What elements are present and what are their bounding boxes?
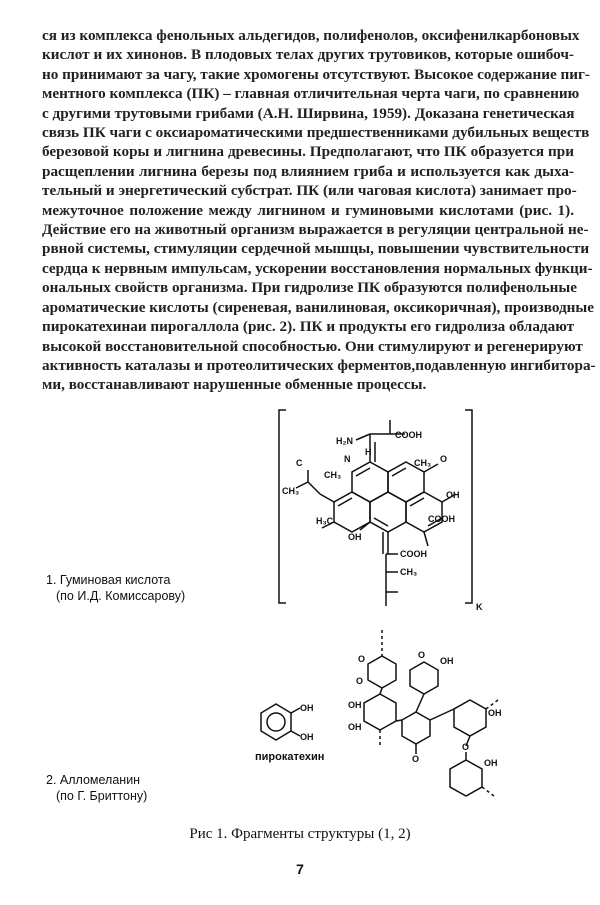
ring bbox=[364, 694, 396, 730]
text-line: сердца к нервным импульсам, ускорении восстановления нормальных функци- bbox=[42, 259, 593, 277]
text-line: тельный и энергетический субстрат. ПК (или чаговая кислота) занимает про- bbox=[42, 182, 577, 200]
figure1-label-title: 1. Гуминовая кислота bbox=[46, 573, 171, 587]
page-number: 7 bbox=[296, 861, 304, 877]
figure2-label-title: 2. Алломеланин bbox=[46, 773, 141, 787]
atom-label: OH bbox=[348, 700, 362, 710]
atom-label: COOH bbox=[395, 430, 422, 440]
atom-label: O bbox=[440, 454, 448, 464]
atom-label: CH₃ bbox=[282, 486, 300, 496]
text-line: ароматические кислоты (сиреневая, ванилиновая, оксикоричная), производные bbox=[42, 298, 595, 316]
atom-label: O bbox=[356, 676, 364, 686]
text-line: ментного комплекса (ПК) – главная отличительная черта чаги, по сравнению bbox=[42, 85, 580, 103]
text-line: расщеплении лигнина березы под влиянием гриба и используется как дыха- bbox=[42, 162, 574, 180]
figure2-label-author: (по Г. Бриттону) bbox=[56, 789, 148, 803]
ring bbox=[402, 712, 430, 744]
ring bbox=[450, 760, 482, 796]
atom-label: OH bbox=[488, 708, 502, 718]
atom-label: O bbox=[418, 650, 426, 660]
text-line: березовой коры и лигнина древесины. Предполагают, что ПК образуется при bbox=[42, 143, 574, 161]
text-line: межуточное положение между лигнином и гуминовыми кислотами (рис. 1). bbox=[42, 201, 574, 219]
atom-label: OH bbox=[300, 703, 314, 713]
atom-label: CH₃ bbox=[324, 470, 342, 480]
figure1-label-author: (по И.Д. Комиссарову) bbox=[56, 589, 186, 603]
atom-label: OH bbox=[300, 732, 314, 742]
text-line: активность каталазы и протеолитических ферментов,подавленную ингибитора- bbox=[42, 356, 596, 374]
text-line: Действие его на животный организм выражается в регуляции центральной не- bbox=[42, 221, 589, 239]
text-line: ся из комплекса фенольных альдегидов, полифенолов, оксифенилкарбоновых bbox=[42, 27, 580, 44]
ring bbox=[368, 656, 396, 688]
atom-label: OH bbox=[348, 532, 362, 542]
atom-label: N bbox=[344, 454, 351, 464]
humic-acid-atom-labels bbox=[282, 430, 483, 612]
text-line: ональных свойств организма. При гидролизе ПК образуются полифенольные bbox=[42, 279, 577, 297]
text-line: с другими трутовыми грибами (А.Н. Ширвина, 1959). Доказана генетическая bbox=[42, 104, 575, 122]
atom-label: COOH bbox=[428, 514, 455, 524]
allomelanin-atom-labels bbox=[300, 650, 502, 768]
bracket-right bbox=[465, 410, 472, 603]
atom-label: COOH bbox=[400, 549, 427, 559]
atom-label: OH bbox=[348, 722, 362, 732]
atom-label: O bbox=[358, 654, 366, 664]
atom-label: H bbox=[365, 447, 372, 457]
ring bbox=[454, 700, 486, 736]
atom-label: CH₃ bbox=[400, 567, 418, 577]
pyrocatechol-ring bbox=[261, 704, 291, 740]
atom-label: O bbox=[412, 754, 420, 764]
ring bbox=[410, 662, 438, 694]
atom-label: OH bbox=[484, 758, 498, 768]
atom-label: O bbox=[462, 742, 470, 752]
pyrocatechol-label: пирокатехин bbox=[255, 751, 325, 763]
atom-label: OH bbox=[440, 656, 454, 666]
text-line: высокой восстановительной способностью. Они стимулируют и регенерируют bbox=[42, 337, 583, 355]
allomelanin-structure bbox=[261, 630, 498, 796]
atom-label: C bbox=[296, 458, 303, 468]
atom-label: K bbox=[476, 602, 483, 612]
atom-label: H₃C bbox=[316, 516, 334, 526]
atom-label: CH₃ bbox=[414, 458, 432, 468]
text-line: кислот и их хинонов. В плодовых телах других трутовиков, которые ошибоч- bbox=[42, 46, 574, 64]
humic-acid-structure bbox=[279, 410, 472, 606]
atom-label: OH bbox=[446, 490, 460, 500]
text-line: рвной системы, стимуляции сердечной мышцы, повышении чувствительности bbox=[42, 240, 590, 258]
text-line: но принимают за чагу, такие хромогены отсутствуют. Высокое содержание пиг- bbox=[42, 65, 590, 83]
text-line: ми, восстанавливают нарушенные обменные процессы. bbox=[42, 376, 427, 394]
text-line: связь ПК чаги с оксиароматическими предшественниками дубильных веществ bbox=[42, 124, 590, 142]
bracket-left bbox=[279, 410, 286, 603]
figure-caption: Рис 1. Фрагменты структуры (1, 2) bbox=[189, 826, 411, 842]
atom-label: H₂N bbox=[336, 436, 353, 446]
text-line: пирокатехинаи пирогаллола (рис. 2). ПК и продукты его гидролиза обладают bbox=[42, 318, 575, 336]
